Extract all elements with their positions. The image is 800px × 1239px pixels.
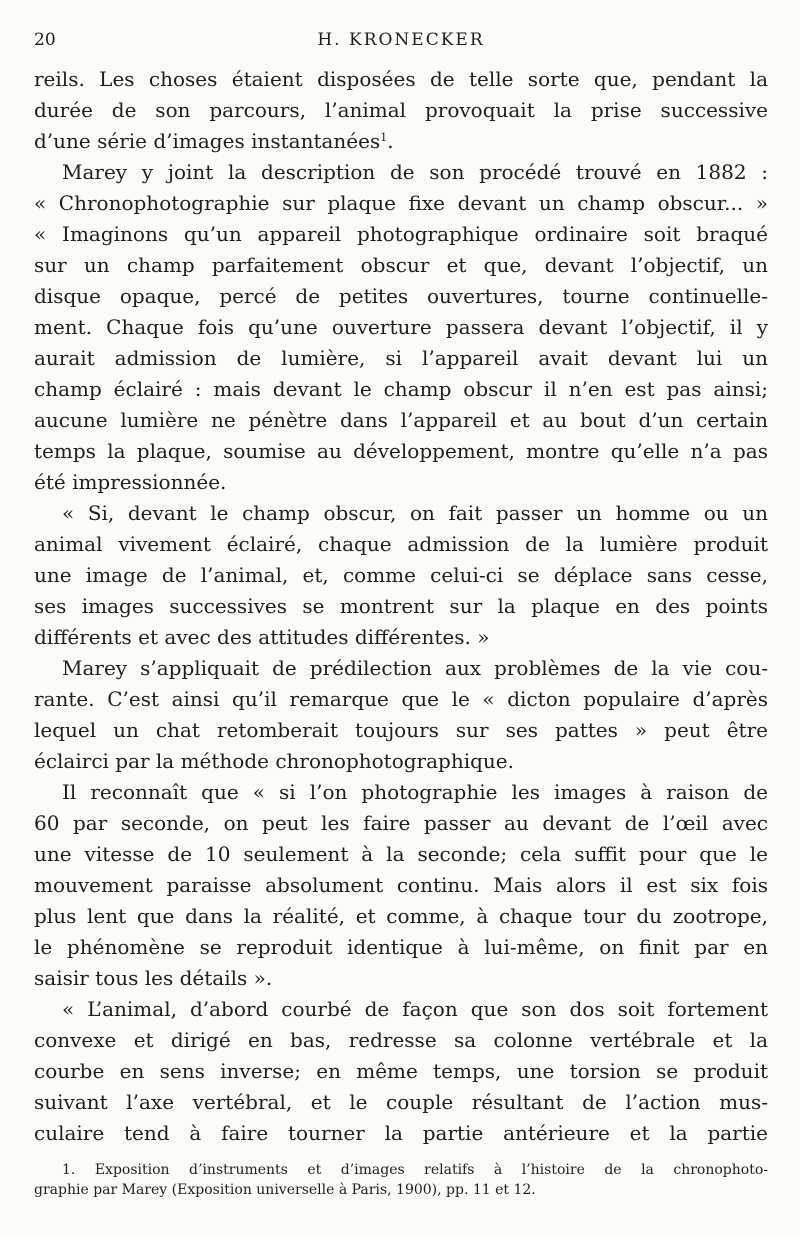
page-number: 20 <box>34 30 56 50</box>
text-line: une image de l’animal, et, comme celui-ci se déplace sans cesse, <box>34 563 768 587</box>
text-line: reils. Les choses étaient disposées de telle sorte que, pendant la <box>34 67 768 91</box>
text-line: durée de son parcours, l’animal provoquait la prise successive <box>34 98 768 122</box>
text-line: rante. C’est ainsi qu’il remarque que le « dicton populaire d’après <box>34 687 768 711</box>
text-line: éclairci par la méthode chronophotographique. <box>34 749 514 773</box>
text-line: sur un champ parfaitement obscur et que, devant l’objectif, un <box>34 253 768 277</box>
page-header <box>34 30 768 54</box>
text-line <box>34 126 768 157</box>
text-line: temps la plaque, soumise au développement, montre qu’elle n’a pas <box>34 439 768 463</box>
text-line: Il reconnaît que « si l’on photographie les images à raison de <box>62 780 768 804</box>
text-line: 60 par seconde, on peut les faire passer au devant de l’œil avec <box>34 811 768 835</box>
text-line: « L’animal, d’abord courbé de façon que son dos soit fortement <box>62 997 768 1021</box>
text-line: culaire tend à faire tourner la partie antérieure et la partie <box>34 1121 768 1145</box>
text-line: champ éclairé : mais devant le champ obscur il n’en est pas ainsi; <box>34 377 768 401</box>
footnote-reference: 1 <box>380 131 388 144</box>
text-line: disque opaque, percé de petites ouvertures, tourne continuelle- <box>34 284 768 308</box>
text-line: lequel un chat retomberait toujours sur ses pattes » peut être <box>34 718 768 742</box>
text-line: mouvement paraisse absolument continu. Mais alors il est six fois <box>34 873 768 897</box>
footnote-line: graphie par Marey (Exposition universelle à Paris, 1900), pp. 11 et 12. <box>34 1182 536 1198</box>
text-line: le phénomène se reproduit identique à lui-même, on finit par en <box>34 935 768 959</box>
text-line: aurait admission de lumière, si l’appareil avait devant lui un <box>34 346 768 370</box>
footnote <box>34 1160 768 1200</box>
footnote-line: 1. Exposition d’instruments et d’images relatifs à l’histoire de la chronophoto- <box>62 1162 768 1178</box>
text-line: été impressionnée. <box>34 470 227 494</box>
text-line: courbe en sens inverse; en même temps, une torsion se produit <box>34 1059 768 1083</box>
sentence-period: . <box>387 129 394 153</box>
text-line: plus lent que dans la réalité, et comme, à chaque tour du zootrope, <box>34 904 768 928</box>
text-line: ses images successives se montrent sur la plaque en des points <box>34 594 768 618</box>
text-line: animal vivement éclairé, chaque admission de la lumière produit <box>34 532 768 556</box>
text-line: Marey s’appliquait de prédilection aux problèmes de la vie cou- <box>62 656 768 680</box>
text-line: convexe et dirigé en bas, redresse sa colonne vertébrale et la <box>34 1028 768 1052</box>
text-line: ment. Chaque fois qu’une ouverture passera devant l’objectif, il y <box>34 315 768 339</box>
text-line: saisir tous les détails ». <box>34 966 273 990</box>
text-line: Marey y joint la description de son procédé trouvé en 1882 : <box>62 160 768 184</box>
text-line-content: d’une série d’images instantanées <box>34 129 381 153</box>
text-line: suivant l’axe vertébral, et le couple résultant de l’action mus- <box>34 1090 768 1114</box>
text-line: « Si, devant le champ obscur, on fait passer un homme ou un <box>62 501 768 525</box>
page <box>34 0 768 1239</box>
body-text <box>34 64 768 1149</box>
text-line: « Chronophotographie sur plaque fixe devant un champ obscur... » <box>34 191 768 215</box>
text-line: aucune lumière ne pénètre dans l’appareil et au bout d’un certain <box>34 408 768 432</box>
text-line: « Imaginons qu’un appareil photographique ordinaire soit braqué <box>34 222 768 246</box>
running-head: H. KRONECKER <box>317 30 485 50</box>
text-line: différents et avec des attitudes différentes. » <box>34 625 490 649</box>
text-line: une vitesse de 10 seulement à la seconde; cela suffit pour que le <box>34 842 768 866</box>
